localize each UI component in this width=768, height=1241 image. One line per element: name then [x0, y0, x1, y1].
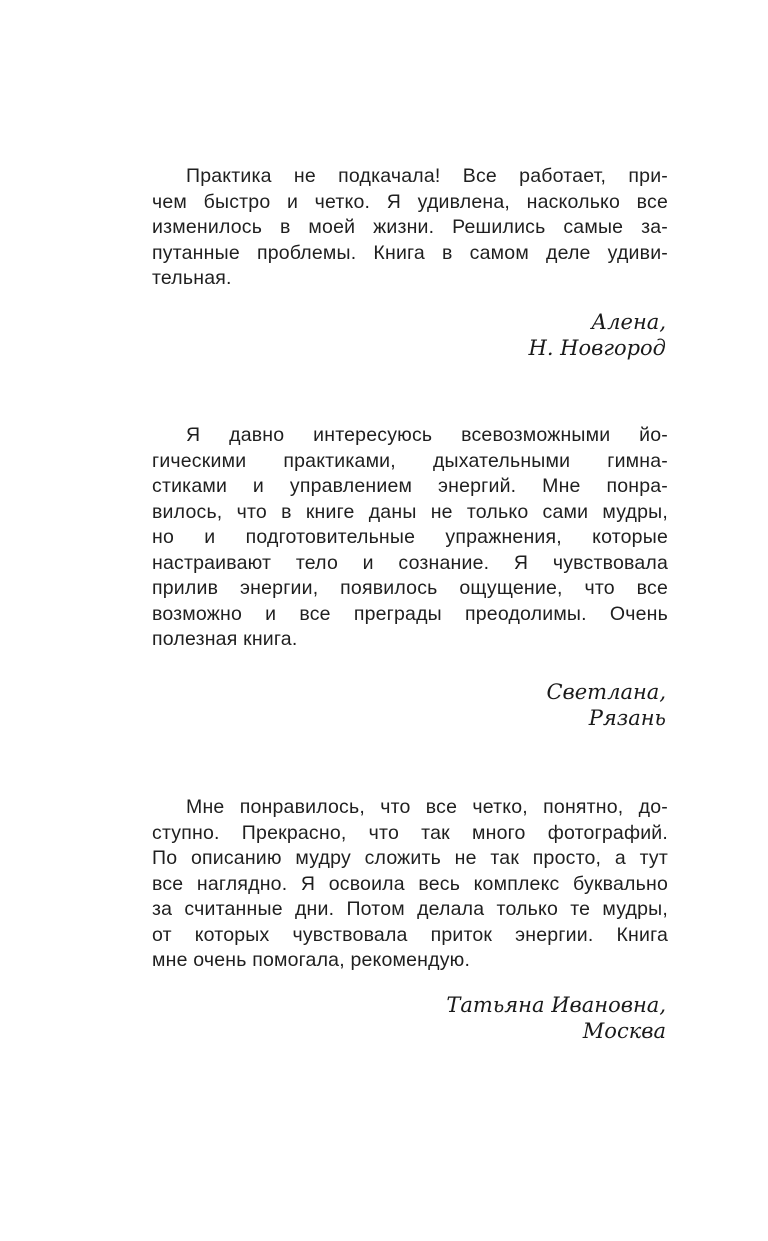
- review-text-line: полезная книга.: [152, 628, 298, 650]
- review-text-line: путанные проблемы. Книга в самом деле удиви-: [152, 241, 668, 264]
- signature-city: Н. Новгород: [528, 335, 666, 360]
- review-text-line: стиками и управлением энергий. Мне понра-: [152, 475, 668, 497]
- review-text-line: вилось, что в книге даны не только сами мудры,: [152, 500, 668, 523]
- review-text-line: Практика не подкачала! Все работает, при-: [186, 165, 668, 187]
- review-text-line: тельная.: [152, 267, 232, 289]
- review-text-line: Мне понравилось, что все четко, понятно, до-: [186, 796, 668, 818]
- review-text-line: гическими практиками, дыхательными гимна-: [152, 449, 668, 472]
- review-3-paragraph: [152, 795, 668, 974]
- review-text-line: прилив энергии, появилось ощущение, что все: [152, 577, 668, 599]
- review-text-line: все наглядно. Я освоила весь комплекс буквально: [152, 872, 668, 895]
- review-1-signature: [152, 310, 666, 361]
- review-text-line: за считанные дни. Потом делала только те мудры,: [152, 898, 668, 920]
- signature-name: Татьяна Ивановна,: [446, 993, 666, 1017]
- review-text-line: ступно. Прекрасно, что так много фотографий.: [152, 821, 668, 844]
- review-1-paragraph: [152, 164, 668, 292]
- review-3-signature: [152, 993, 666, 1044]
- review-text-line: мне очень помогала, рекомендую.: [152, 949, 471, 971]
- signature-name: Светлана,: [546, 680, 666, 704]
- review-text-line: чем быстро и четко. Я удивлена, насколько все: [152, 190, 668, 213]
- review-text-line: изменилось в моей жизни. Решились самые за-: [152, 216, 668, 238]
- review-2-paragraph: [152, 423, 668, 653]
- review-text-line: возможно и все преграды преодолимы. Очень: [152, 602, 668, 625]
- review-text-line: но и подготовительные упражнения, которые: [152, 526, 668, 548]
- review-text-line: настраивают тело и сознание. Я чувствовала: [152, 551, 668, 574]
- signature-name: Алена,: [591, 310, 666, 334]
- review-2-signature: [152, 680, 666, 731]
- review-text-line: Я давно интересуюсь всевозможными йо-: [186, 424, 668, 446]
- review-text-line: По описанию мудру сложить не так просто, а тут: [152, 847, 668, 869]
- review-text-line: от которых чувствовала приток энергии. Книга: [152, 923, 668, 946]
- signature-city: Рязань: [588, 705, 666, 730]
- signature-city: Москва: [582, 1018, 666, 1043]
